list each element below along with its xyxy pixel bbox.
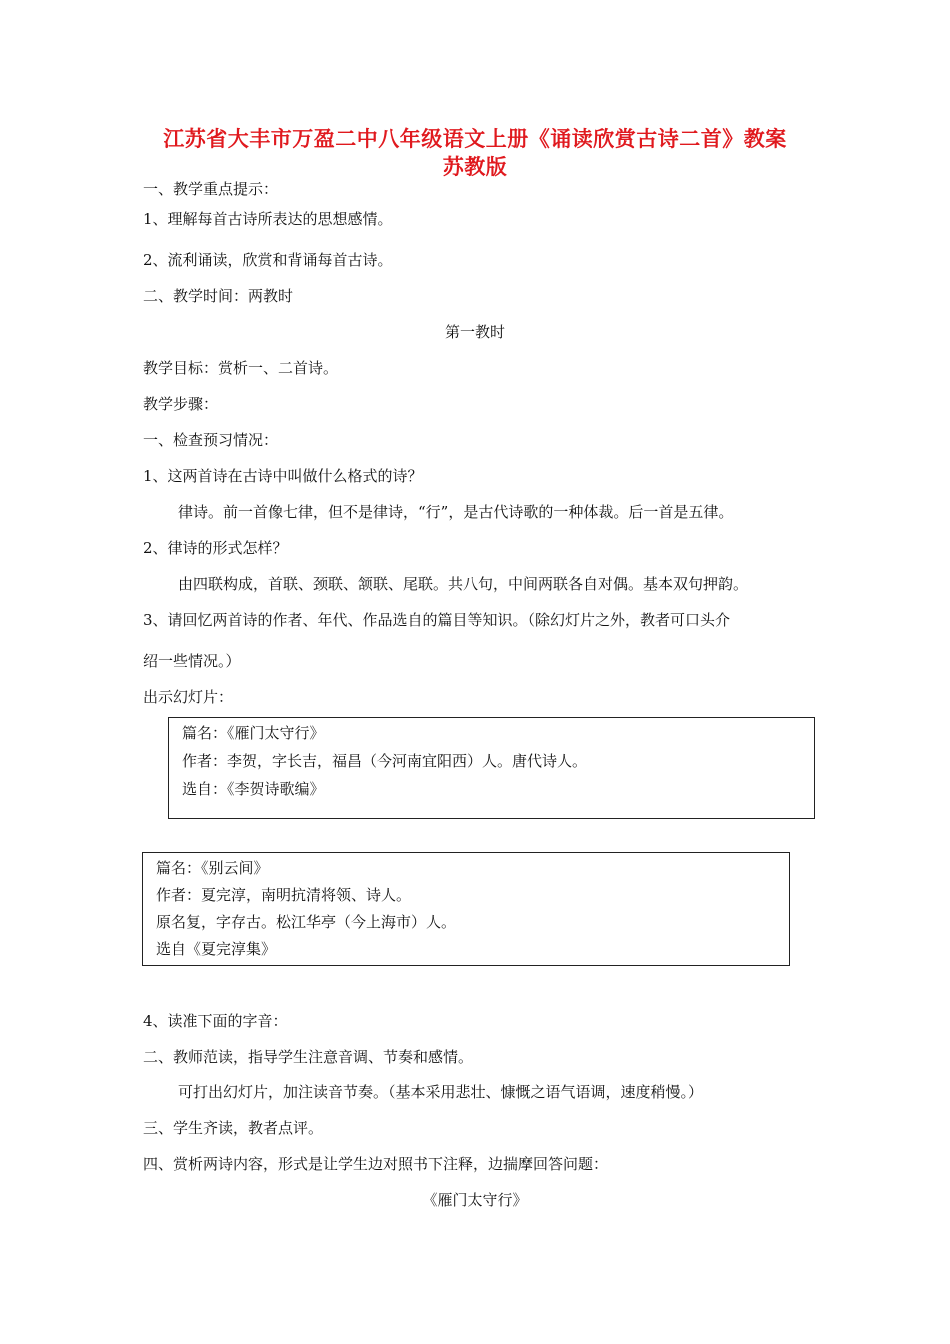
title-line-2: 苏教版 — [442, 155, 508, 179]
box-line: 原名复，字存古。松江华亭（今上海市）人。 — [156, 913, 457, 931]
section-heading: 三、学生齐读，教者点评。 — [143, 1119, 324, 1137]
box-line: 选自：《李贺诗歌编》 — [182, 780, 325, 798]
lesson-heading: 第一教时 — [444, 323, 505, 341]
answer: 律诗。前一首像七律，但不是律诗，“行”，是古代诗歌的一种体裁。后一首是五律。 — [178, 503, 734, 521]
section-heading: 二、教师范读，指导学生注意音调、节奏和感情。 — [143, 1048, 474, 1066]
question-continued: 绍一些情况。） — [143, 652, 241, 670]
box-line: 篇名：《别云间》 — [156, 859, 269, 877]
paragraph: 教学目标：赏析一、二首诗。 — [143, 359, 339, 377]
paragraph: 教学步骤： — [143, 395, 219, 413]
box-line: 选自《夏完淳集》 — [156, 940, 277, 958]
question: 4、读准下面的字音： — [143, 1012, 288, 1030]
paragraph: 出示幻灯片： — [143, 688, 234, 706]
box-line: 作者：李贺，字长吉，福昌（今河南宜阳西）人。唐代诗人。 — [182, 752, 588, 770]
box-line: 作者：夏完淳，南明抗清将领、诗人。 — [156, 886, 412, 904]
box-line: 篇名：《雁门太守行》 — [182, 724, 325, 742]
section-heading: 一、教学重点提示： — [143, 180, 279, 198]
poem-title: 《雁门太守行》 — [422, 1191, 528, 1209]
question: 1、这两首诗在古诗中叫做什么格式的诗？ — [143, 467, 423, 485]
section-heading: 四、赏析两诗内容，形式是让学生边对照书下注释，边揣摩回答问题： — [143, 1155, 609, 1173]
slide-box-1 — [168, 717, 815, 819]
slide-box-2 — [142, 852, 790, 966]
section-heading: 一、检查预习情况： — [143, 431, 279, 449]
paragraph: 1、理解每首古诗所表达的思想感情。 — [143, 210, 393, 228]
paragraph: 可打出幻灯片，加注读音节奏。（基本采用悲壮、慷慨之语气语调，速度稍慢。） — [178, 1083, 704, 1101]
answer: 由四联构成，首联、颈联、颔联、尾联。共八句，中间两联各自对偶。基本双句押韵。 — [178, 575, 749, 593]
paragraph: 2、流利诵读，欣赏和背诵每首古诗。 — [143, 251, 393, 269]
title-line-1: 江苏省大丰市万盈二中八年级语文上册《诵读欣赏古诗二首》教案 — [163, 127, 787, 151]
question: 3、请回忆两首诗的作者、年代、作品选自的篇目等知识。（除幻灯片之外，教者可口头介 — [143, 611, 731, 629]
question: 2、律诗的形式怎样？ — [143, 539, 288, 557]
section-heading: 二、教学时间：两教时 — [143, 287, 294, 305]
